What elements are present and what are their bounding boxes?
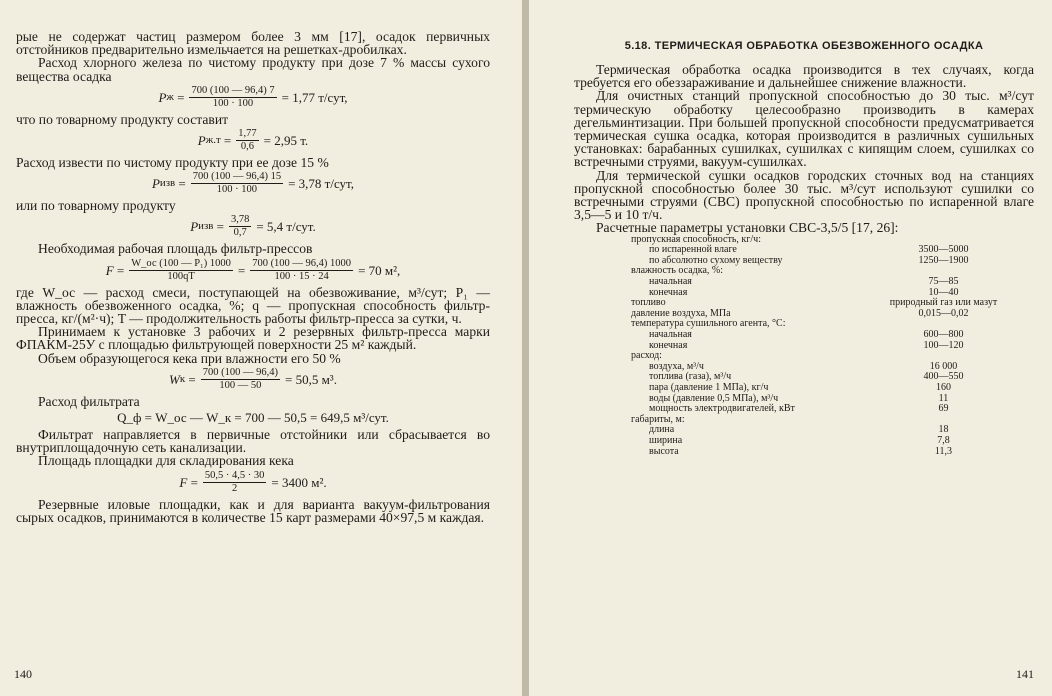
right-page [529, 0, 1052, 696]
numerator: 700 (100 — 96,4) 7 [191, 84, 275, 96]
parameter-label: начальная [649, 276, 692, 288]
formula-sub: к [179, 372, 186, 385]
parameter-row [631, 330, 1016, 341]
book-gutter [522, 0, 529, 696]
formula-sub: изв [198, 220, 214, 233]
numerator: 700 (100 — 96,4) 1000 [252, 257, 352, 269]
paragraph: рые не содержат частиц размером более 3 мм [17], осадок первичных отстойников предварительно измельчается на решетках-дробилках. [16, 29, 490, 58]
denominator: 100 · 100 [216, 184, 258, 196]
page-number: 140 [14, 667, 32, 681]
parameter-value: 3500—5000 [918, 244, 969, 256]
parameter-value: 1250—1900 [918, 254, 969, 266]
formula-result: = 1,77 т/сут, [281, 89, 348, 105]
page-number: 141 [1016, 667, 1034, 681]
fraction [203, 470, 267, 495]
formula-sub: ж.т [205, 134, 221, 147]
formula-result: = 70 м², [358, 262, 401, 278]
parameter-value: 10—40 [928, 286, 959, 298]
denominator: 100 · 15 · 24 [274, 270, 329, 282]
formula-storage-area: F = $\frac{50,5 \cdot 4,5 \cdot 30}{2}$ = 3400 м². [179, 469, 327, 494]
paragraph: Расход фильтрата [38, 393, 140, 409]
parameter-row [631, 415, 1016, 426]
parameter-label: воздуха, м³/ч [649, 360, 704, 372]
formula-result: = 2,95 т. [263, 133, 309, 149]
parameter-label: начальная [649, 328, 692, 340]
denominator: 0,7 [233, 227, 247, 239]
parameter-label: влажность осадка, %: [631, 265, 723, 277]
formula-ferric-commercial: P ж.т = $\frac{1,77}{0,6}$ = 2,95 т. [197, 128, 309, 153]
formula-lhs: W [169, 371, 180, 387]
paragraph: Фильтрат направляется в первичные отстойники или сбрасывается во внутриплощадочную сеть канализации. [16, 427, 490, 456]
parameter-label: конечная [649, 339, 688, 351]
numerator: 700 (100 — 96,4) 15 [192, 171, 282, 183]
parameter-value: 0,015—0,02 [918, 307, 969, 319]
parameter-row [631, 447, 1016, 458]
parameter-value: 11,3 [934, 445, 953, 457]
formula-result: = 3,78 т/сут, [288, 176, 355, 192]
formula-result: = 3400 м². [271, 474, 327, 490]
paragraph: Для очистных станций пропускной способностью до 30 тыс. м³/сут термическую обработку целесообразно производить в камерах дегельминтизации. При большей пропускной способности предусматривается термическая сушка осадка, которая производится в различных сушильных установках: барабанных сушилках, сушилках с кипящим слоем, сушилках со встречными струями, вакуум-сушилках. [574, 88, 1034, 170]
fraction [236, 128, 258, 153]
parameters-table-body [631, 235, 1016, 457]
parameter-label: топливо [631, 297, 666, 309]
fraction [229, 214, 251, 239]
paragraph: Резервные иловые площадки, как и для варианта вакуум-фильтрования сырых осадков, принимаются в количестве 15 карт размерами 40×97,5 м каждая. [16, 496, 490, 525]
numerator: 50,5 · 4,5 · 30 [204, 469, 265, 481]
parameter-label: пара (давление 1 МПа), кг/ч [649, 381, 769, 393]
parameter-value: 69 [938, 403, 949, 415]
parameter-label: длина [649, 424, 675, 436]
paragraph: Объем образующегося кека при влажности его 50 % [38, 350, 341, 366]
formula-text: Q_ф = W_ос — W_к = 700 — 50,5 = 649,5 м³/сут. [117, 410, 389, 426]
parameter-row [631, 404, 1016, 415]
paragraph: где W_ос — расход смеси, поступающей на обезвоживание, м³/сут; P₁ — влажность обезвоженного осадка, %; q — пропускная способность фильтр-пресса, кг/(м²·ч); T — продолжительность работы фильтр-пресса за сутки, ч. [16, 284, 490, 327]
parameter-value: 11 [938, 392, 949, 404]
fraction [191, 171, 283, 196]
formula-ferric-chloride: P ж = $\frac{700 (100 — 96,4) 7}{100 \cdot 100}$ = 1,77 т/сут, [158, 84, 348, 109]
parameter-row [631, 383, 1016, 394]
formula-result: = 50,5 м³. [284, 371, 337, 387]
parameter-value: природный газ или мазут [889, 297, 998, 309]
formula-lime: P изв = $\frac{700 (100 — 96,4) 15}{100 \cdot 100}$ = 3,78 т/сут, [151, 171, 355, 196]
formula-lhs: F [179, 474, 188, 490]
parameter-value: 18 [938, 424, 949, 436]
fraction [129, 258, 233, 283]
denominator: 100 · 100 [212, 97, 254, 109]
parameter-value: 75—85 [928, 276, 959, 288]
paragraph: Необходимая рабочая площадь фильтр-прессов [38, 241, 313, 257]
formula-lhs: P [190, 219, 199, 235]
parameter-row [631, 425, 1016, 436]
formula-sub: изв [159, 177, 176, 190]
formula-sub: ж [166, 90, 174, 103]
denominator: 2 [232, 482, 238, 494]
parameter-label: пропускная способность, кг/ч: [631, 233, 761, 245]
parameter-label: ширина [649, 434, 683, 446]
parameter-label: высота [649, 445, 679, 457]
formula-filtrate [16, 410, 490, 425]
parameter-label: габариты, м: [631, 413, 685, 425]
formula-filter-area: F = $\frac{\text{W\_ос (100 — P₁) 1000}}{100qT}$ = $\frac{700 (100 — 96,4) 1000}{100 \cdot 15 \cdot 24}$ = 70 м², [105, 257, 401, 282]
fraction [189, 85, 276, 110]
parameter-label: воды (давление 0,5 МПа), м³/ч [649, 392, 779, 404]
parameters-table [631, 235, 1016, 457]
section-heading: 5.18. ТЕРМИЧЕСКАЯ ОБРАБОТКА ОБЕЗВОЖЕННОГО ОСАДКА [624, 40, 984, 52]
formula-cake-volume: W к = $\frac{700 (100 — 96,4)}{100 — 50}$ = 50,5 м³. [169, 366, 337, 391]
formula-lhs: P [197, 133, 206, 149]
formula-lhs: P [158, 89, 167, 105]
parameter-value: 16 000 [929, 360, 958, 372]
parameter-row [631, 436, 1016, 447]
formula-result: = 5,4 т/сут. [256, 219, 316, 235]
denominator: 100qT [167, 270, 195, 282]
parameter-row [631, 341, 1016, 352]
paragraph: Расход хлорного железа по чистому продукту при дозе 7 % массы сухого вещества осадка [16, 55, 490, 84]
parameter-value: 160 [936, 381, 951, 393]
parameter-value: 7,8 [937, 434, 950, 446]
numerator: 700 (100 — 96,4) [202, 366, 278, 378]
fraction [250, 258, 353, 283]
parameter-label: по испаренной влаге [649, 244, 737, 256]
paragraph: что по товарному продукту составит [16, 111, 229, 127]
fraction [201, 367, 280, 392]
parameter-label: температура сушильного агента, °С: [631, 318, 786, 330]
formula-lhs: F [105, 262, 114, 278]
paragraph: Расчетные параметры установки СВС-3,5/5 [17, 26]: [596, 220, 899, 236]
parameter-label: мощность электродвигателей, кВт [649, 403, 795, 415]
parameter-value: 400—550 [923, 371, 964, 383]
parameter-label: конечная [649, 286, 688, 298]
paragraph: Расход извести по чистому продукту при ее дозе 15 % [16, 155, 329, 171]
parameter-value: 600—800 [923, 328, 964, 340]
paragraph: Площадь площадки для складирования кека [38, 453, 294, 469]
paragraph: или по товарному продукту [16, 198, 176, 214]
parameter-label: топлива (газа), м³/ч [649, 371, 732, 383]
denominator: 0,6 [240, 141, 255, 153]
paragraph: Для термической сушки осадков городских сточных вод на станциях пропускной способностью более 30 тыс. м³/сут используют сушилки со встречными струями (СВС) пропускной способностью по испаренной влаге 3,5—5 и 10 т/ч. [574, 167, 1034, 223]
parameter-label: по абсолютно сухому веществу [649, 254, 783, 266]
parameter-label: давление воздуха, МПа [631, 307, 731, 319]
numerator: 3,78 [230, 214, 250, 226]
parameter-value: 100—120 [923, 339, 964, 351]
formula-lhs: P [151, 176, 160, 192]
numerator: W_ос (100 — P₁) 1000 [131, 257, 231, 269]
paragraph: Термическая обработка осадка производится в тех случаях, когда требуется его обеззараживание и дальнейшее снижение влажности. [574, 62, 1034, 91]
paragraph: Принимаем к установке 3 рабочих и 2 резервных фильтр-пресса марки ФПАКМ-25У с площадью фильтрующей поверхности 25 м² каждый. [16, 324, 490, 353]
numerator: 1,77 [238, 128, 257, 140]
denominator: 100 — 50 [219, 379, 262, 391]
left-page [0, 0, 522, 696]
formula-lime-commercial: P изв = $\frac{3,78}{0,7}$ = 5,4 т/сут. [190, 214, 316, 239]
parameter-label: расход: [631, 350, 662, 362]
